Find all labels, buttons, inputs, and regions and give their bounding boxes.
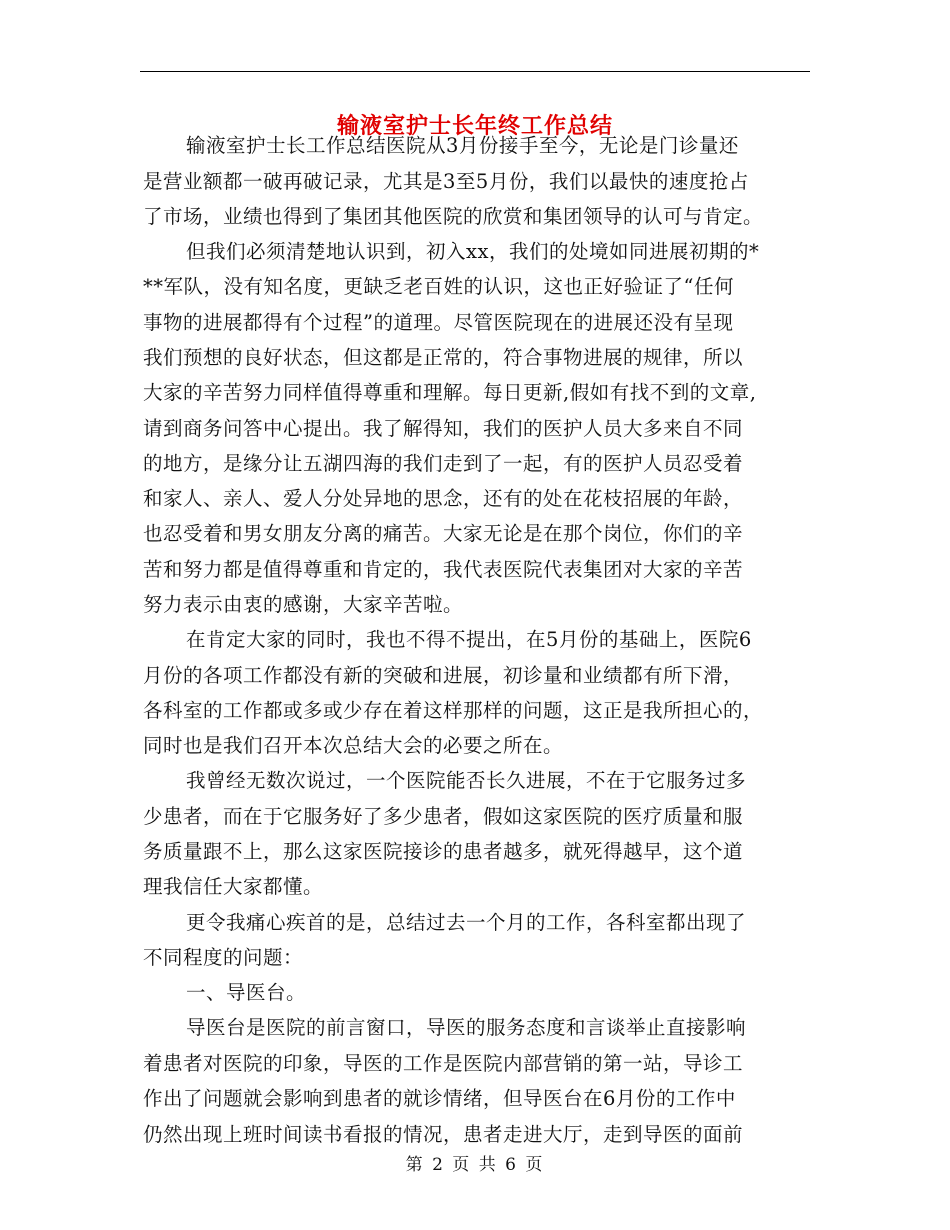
body-line: 导医台是医院的前言窗口，导医的服务态度和言谈举止直接影响 — [186, 1016, 747, 1039]
body-line: 输液室护士长工作总结医院从3月份接手至今，无论是门诊量还 — [186, 134, 739, 157]
body-line: 务质量跟不上，那么这家医院接诊的患者越多，就死得越早，这个道 — [143, 840, 744, 863]
body-line: 作出了问题就会影响到患者的就诊情绪，但导医台在6月份的工作中 — [143, 1087, 736, 1110]
body-line: 和家人、亲人、爱人分处异地的思念，还有的处在花枝招展的年龄， — [143, 487, 744, 510]
body-line: 更令我痛心疾首的是，总结过去一个月的工作，各科室都出现了 — [186, 911, 747, 934]
body-line: 努力表示由衷的感谢，大家辛苦啦。 — [143, 593, 464, 616]
header-rule — [140, 71, 810, 72]
body-line: 同时也是我们召开本次总结大会的必要之所在。 — [143, 734, 564, 757]
body-line: 各科室的工作都或多或少存在着这样那样的问题，这正是我所担心的， — [143, 699, 764, 722]
body-line: 我曾经无数次说过，一个医院能否长久进展，不在于它服务过多 — [186, 769, 747, 792]
body-line: 不同程度的问题： — [143, 946, 304, 969]
body-line: 我们预想的良好状态，但这都是正常的，符合事物进展的规律，所以 — [143, 346, 744, 369]
body-line: 少患者，而在于它服务好了多少患者，假如这家医院的医疗质量和服 — [143, 805, 744, 828]
body-line: 事物的进展都得有个过程”的道理。尽管医院现在的进展还没有呈现 — [143, 311, 734, 334]
body-line: 在肯定大家的同时，我也不得不提出，在5月份的基础上，医院6 — [186, 628, 752, 651]
body-line: 了市场，业绩也得到了集团其他医院的欣赏和集团领导的认可与肯定。 — [143, 205, 764, 228]
section-heading: 一、导医台。 — [186, 981, 307, 1004]
body-line: **军队，没有知名度，更缺乏老百姓的认识，这也正好验证了“任何 — [143, 275, 734, 298]
body-line: 月份的各项工作都没有新的突破和进展，初诊量和业绩都有所下滑， — [143, 664, 744, 687]
body-line: 着患者对医院的印象，导医的工作是医院内部营销的第一站，导诊工 — [143, 1052, 744, 1075]
document-title: 输液室护士长年终工作总结 — [336, 113, 613, 139]
body-line: 是营业额都一破再破记录，尤其是3至5月份，我们以最快的速度抢占 — [143, 170, 749, 193]
page-number: 第 2 页 共 6 页 — [405, 1155, 545, 1175]
body-line: 苦和努力都是值得尊重和肯定的，我代表医院代表集团对大家的辛苦 — [143, 558, 744, 581]
body-line: 理我信任大家都懂。 — [143, 875, 324, 898]
body-line: 大家的辛苦努力同样值得尊重和理解。每日更新,假如有找不到的文章, — [143, 381, 757, 404]
body-line: 也忍受着和男女朋友分离的痛苦。大家无论是在那个岗位，你们的辛 — [143, 522, 744, 545]
body-line: 的地方，是缘分让五湖四海的我们走到了一起，有的医护人员忍受着 — [143, 452, 744, 475]
body-line: 仍然出现上班时间读书看报的情况，患者走进大厅，走到导医的面前 — [143, 1123, 744, 1146]
body-line: 请到商务问答中心提出。我了解得知，我们的医护人员大多来自不同 — [143, 417, 744, 440]
body-line: 但我们必须清楚地认识到，初入xx，我们的处境如同进展初期的* — [186, 240, 760, 263]
